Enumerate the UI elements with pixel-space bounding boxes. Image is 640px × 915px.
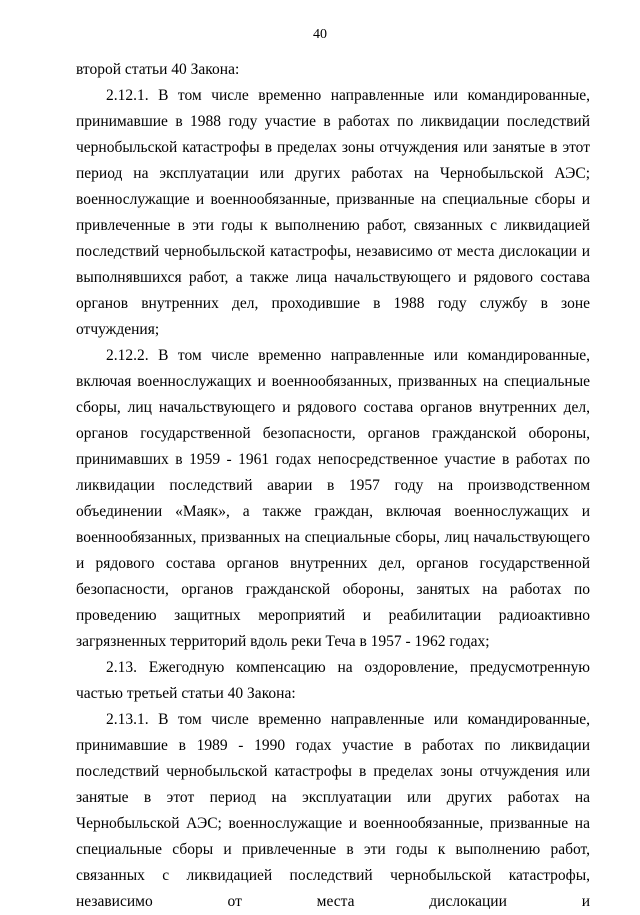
paragraph-continuation: второй статьи 40 Закона: <box>76 61 240 78</box>
page-number: 40 <box>313 27 327 42</box>
paragraph-2-12-1: 2.12.1. В том числе временно направленные или командированные, принимавшие в 1988 году участие в работах по ликвидации последствий чернобыльской катастрофы в пределах зоны отчуждения или занятые в этот период на эксплуатации или других работах на Чернобыльской АЭС; военнослужащие и военнообязанные, призванные на специальные сборы и привлеченные в эти годы к выполнению работ, связанных с ликвидацией последствий чернобыльской катастрофы, независимо от места дислокации и выполнявшихся работ, а также лица начальствующего и рядового состава органов внутренних дел, проходившие в 1988 году службу в зоне отчуждения; <box>76 87 590 338</box>
paragraph-2-13-1: 2.13.1. В том числе временно направленные или командированные, принимавшие в 1989 - 1990 годах участие в работах по ликвидации последствий чернобыльской катастрофы в пределах зоны отчуждения или занятые в этот период на эксплуатации или других работах на Чернобыльской АЭС; военнослужащие и военнообязанные, призванные на специальные сборы и привлеченные в эти годы к выполнению работ, связанных с ликвидацией последствий чернобыльской катастрофы, независимо от места дислокации и <box>76 711 590 910</box>
paragraph-2-12-2: 2.12.2. В том числе временно направленные или командированные, включая военнослужащих и военнообязанных, призванных на специальные сборы, лиц начальствующего и рядового состава органов внутренних дел, органов государственной безопасности, органов гражданской обороны, принимавших в 1959 - 1961 годах непосредственное участие в работах по ликвидации последствий аварии в 1957 году на производственном объединении «Маяк», а также граждан, включая военнослужащих и военнообязанных, призванных на специальные сборы, лиц начальствующего и рядового состава органов внутренних дел, органов государственной безопасности, органов гражданской обороны, занятых на работах по проведению защитных мероприятий и реабилитации радиоактивно загрязненных территорий вдоль реки Теча в 1957 - 1962 годах; <box>76 347 590 650</box>
paragraph-2-13: 2.13. Ежегодную компенсацию на оздоровление, предусмотренную частью третьей статьи 40 Закона: <box>76 659 590 702</box>
document-body <box>76 57 590 915</box>
